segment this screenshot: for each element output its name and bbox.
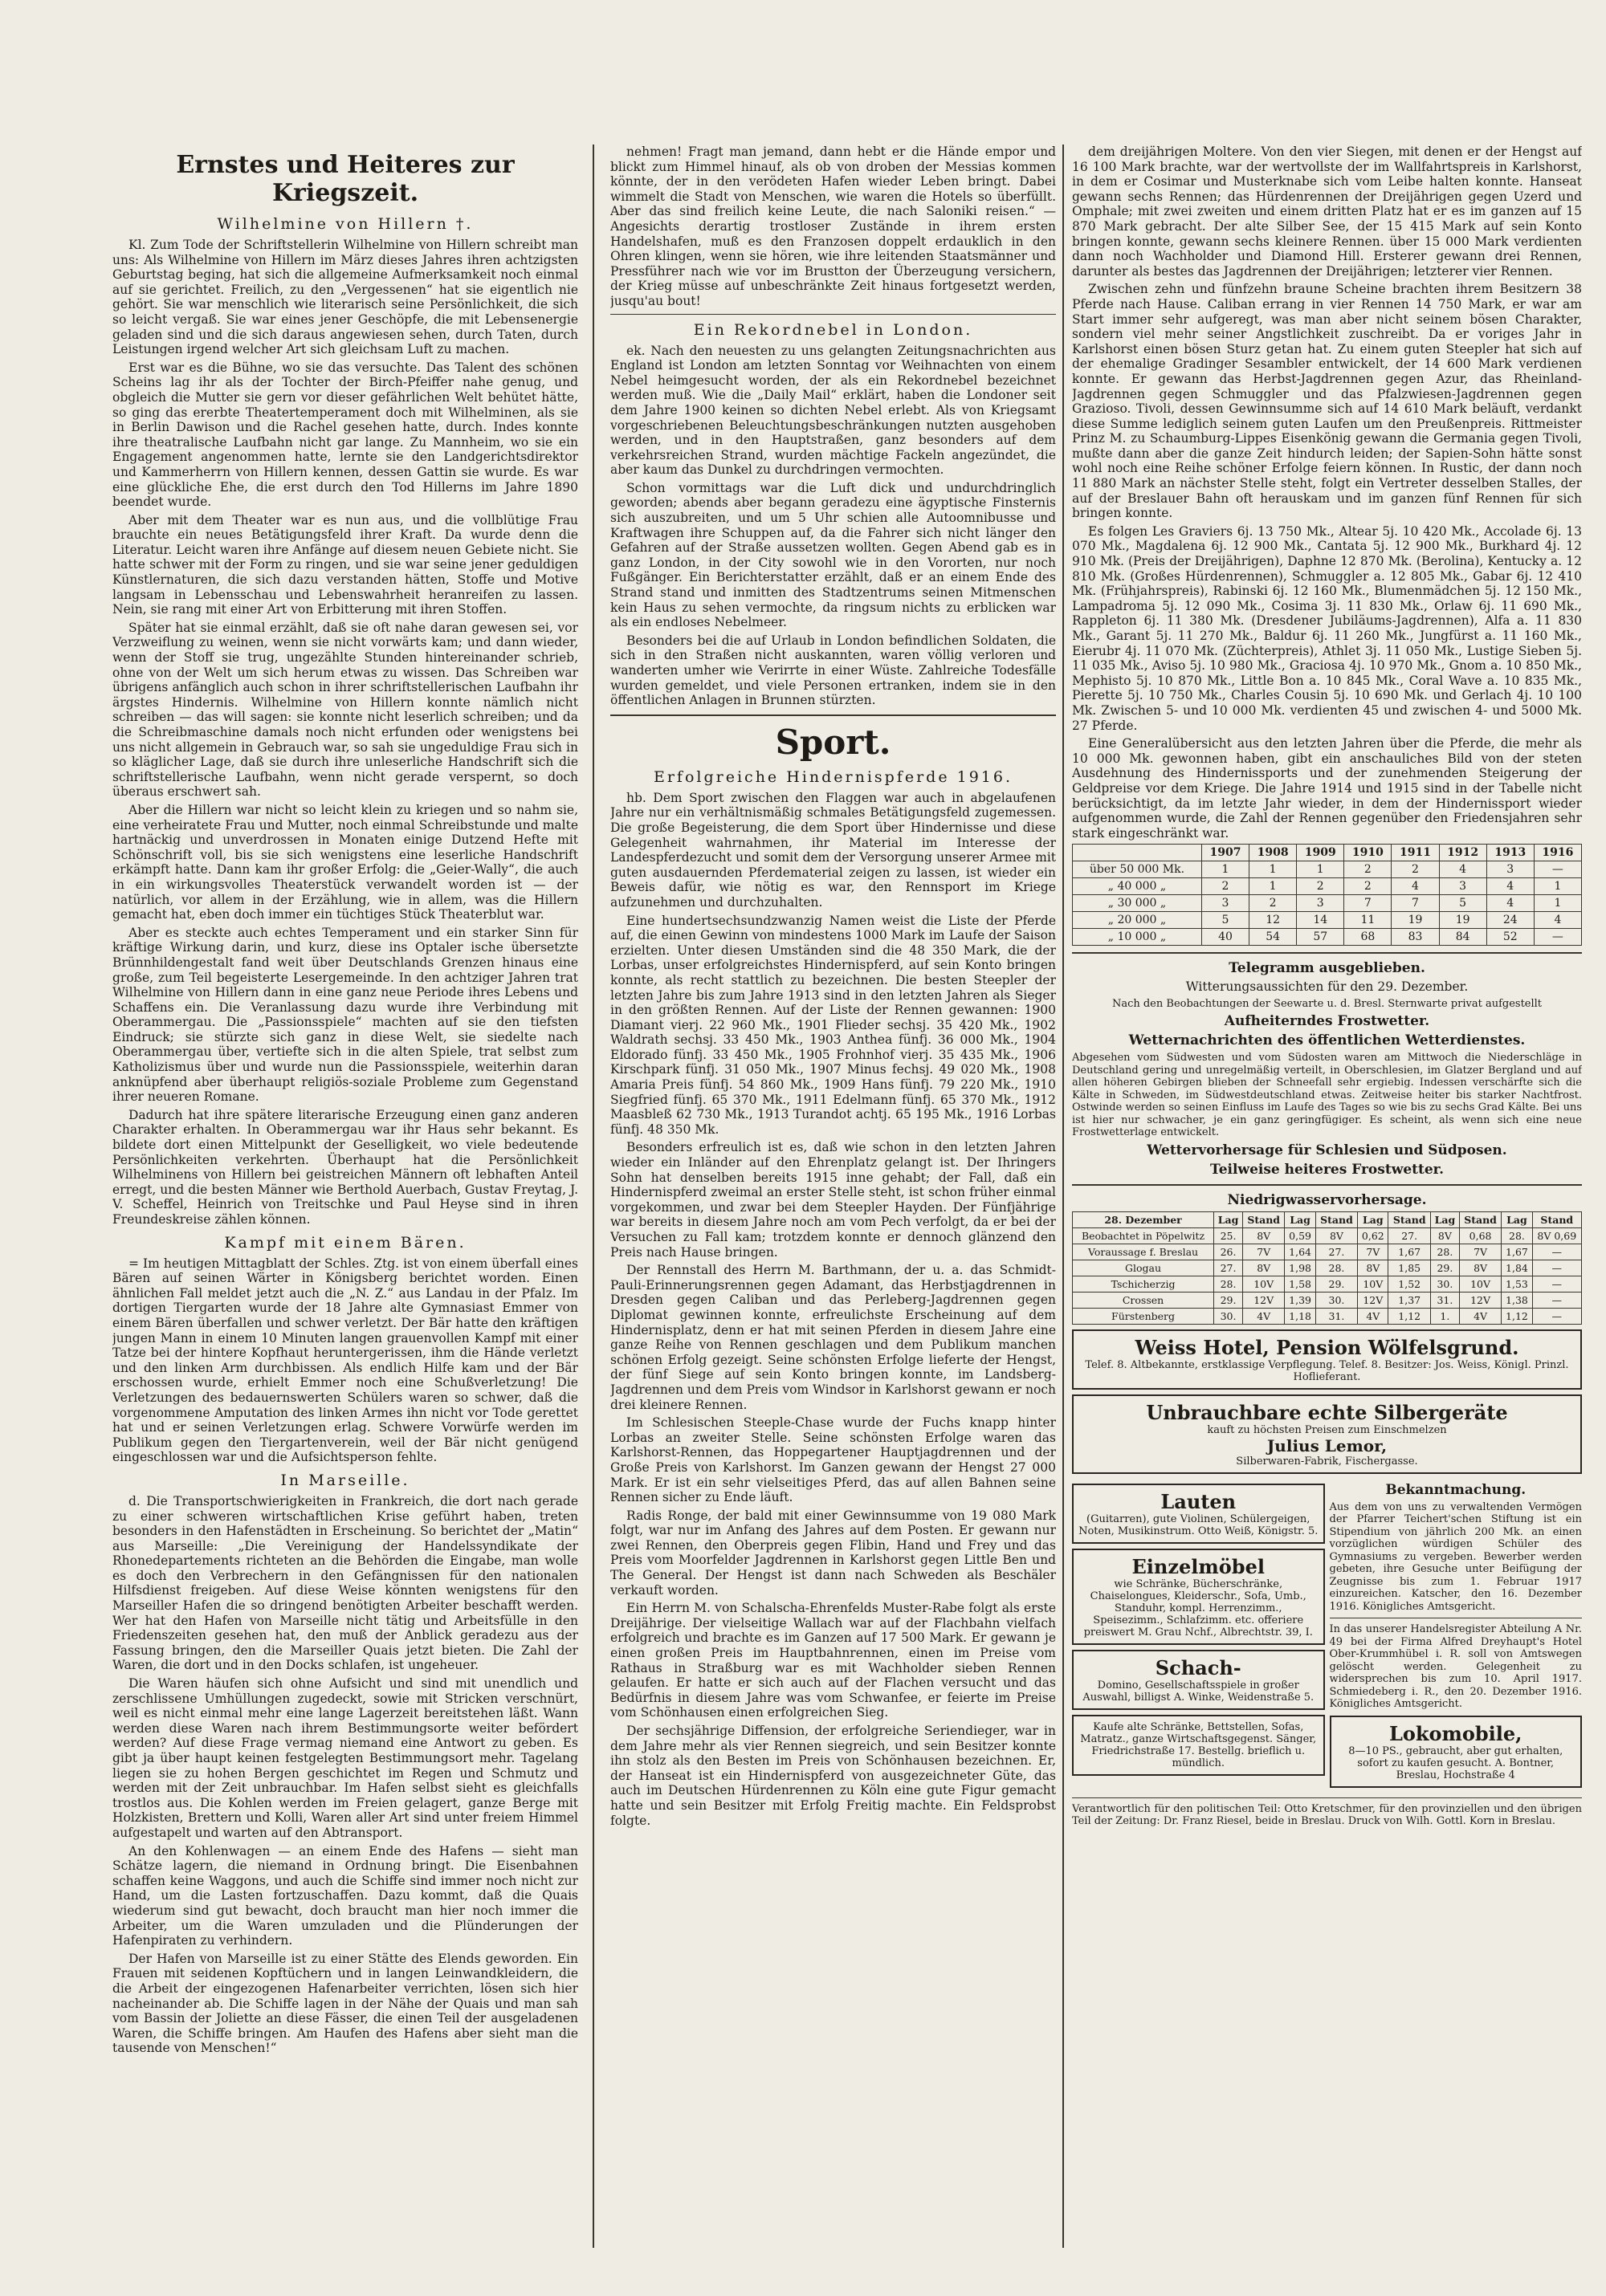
ad-headline: Weiss Hotel, Pension Wölfelsgrund.: [1135, 1335, 1519, 1359]
column-1: [112, 145, 578, 2248]
table-cell: 28.: [1315, 1260, 1357, 1276]
paragraph: Es folgen Les Graviers 6j. 13 750 Mk., Altear 5j. 10 420 Mk., Accolade 6j. 13 070 Mk., Magdalena 6j. 12 900 Mk., Cantata 5j. 12 900 Mk., Burkhard 4j. 12 910 Mk. (Preis der Dreijährigen), Daphne 12 870 Mk. (Berolina), Kentucky a. 12 810 Mk. (Großes Hürdenrennen), Schmuggler a. 12 805 Mk., Gabar 6j. 12 410 Mk. (Frühjahrspreis), Rabinski 6j. 12 160 Mk., Blumenmädchen 5j. 12 150 Mk., Lampadroma 5j. 12 090 Mk., Cosima 3j. 11 830 Mk., Orlaw 6j. 11 690 Mk., Rappleton 6j. 11 380 Mk. (Dresdener Jubiläums-Jagdrennen), Alfa a. 11 830 Mk., Garant 5j. 11 270 Mk., Baldur 6j. 11 260 Mk., Jungfürst a. 11 160 Mk., Eierubr 4j. 11 070 Mk. (Züchterpreis), Athlet 3j. 11 050 Mk., Lustige Sieben 5j. 11 035 Mk., Aviso 5j. 10 980 Mk., Graciosa 4j. 10 970 Mk., Gnom a. 10 850 Mk., Mephisto 5j. 10 870 Mk., Little Bon a. 10 845 Mk., Coral Wave a. 10 835 Mk., Pierette 5j. 10 750 Mk., Charles Cousin 5j. 10 690 Mk. und Gerlach 4j. 10 100 Mk. Zwischen 5- und 10 000 Mk. verdienten 45 und zwischen 4- und 5000 Mk. 27 Pferde.: [1072, 523, 1582, 733]
weather-region-forecast: Teilweise heiteres Frostwetter.: [1210, 1161, 1444, 1178]
table-cell: 40: [1201, 929, 1249, 946]
table-cell: 1,52: [1388, 1276, 1430, 1292]
table-cell: 4: [1486, 878, 1534, 895]
table-cell: 2: [1344, 878, 1392, 895]
paragraph: Aber es steckte auch echtes Temperament und ein starker Sinn für kräftige Wirkung darin, und kurz, diese ins Optaler ische übersetzte Brünnhildengestalt fand weit über Deutschlands Grenzen hinaus eine große, zum Teil begeisterte Lesergemeinde. In den achtziger Jahren trat Wilhelmine von Hillern dann in eine ganz neue Periode ihres Lebens und Schaffens ein. Die Veranlassung dazu wurde ihre Verbindung mit Oberammergau. Die „Passionsspiele“ machten auf sie den tiefsten Eindruck; sie stürzte sich ganz in diese Welt, sie siedelte nach Oberammergau über, vertiefte sich in die alten Spiele, trat selbst zum Katholizismus über und wurde nun die Passionsspiele, weiterhin daran anknüpfend aber überhaupt religiös-soziale Probleme zum Gegenstand ihrer neueren Romane.: [112, 925, 578, 1105]
table-header-cell: Lag: [1358, 1211, 1388, 1227]
table-cell: Beobachtet in Pöpelwitz: [1073, 1227, 1214, 1244]
table-cell: 4V: [1459, 1308, 1501, 1324]
weather-report: Abgesehen vom Südwesten und vom Südosten waren am Mittwoch die Niederschläge in Deutschland gering und unregelmäßig verteilt, in Oberschlesien, im Glatzer Bergland und auf allen höheren Gebirgen blieben der Schneefall sehr ergiebig. Indessen verschärfte sich die Kälte in Schweden, im Südwestdeutschland etwas. Zeitweise heiter bis starker Nachtfrost. Ostwinde werden so seinen Einfluss im Laufe des Tages so wie bis zu sechs Grad Kälte. Bei uns ist hier nur schwacher, je ein ganz geringfügiger. Es scheint, als wenn sich eine neue Frostwetterlage entwickelt.: [1072, 1052, 1582, 1139]
table-cell: 12V: [1459, 1292, 1501, 1308]
advertisement-locomobile: [1330, 1716, 1583, 1788]
table-cell: Glogau: [1073, 1260, 1214, 1276]
column-3: [1072, 145, 1582, 2248]
table-cell: 8V: [1315, 1227, 1357, 1244]
table-cell: Voraussage f. Breslau: [1073, 1244, 1214, 1260]
table-cell: 3: [1439, 878, 1486, 895]
table-header-cell: Stand: [1242, 1211, 1284, 1227]
paragraph: Der Hafen von Marseille ist zu einer Stätte des Elends geworden. Ein Frauen mit seidenen Kopftüchern und in langen Leinwandkleidern, die die Arbeit der eingezogenen Hafenarbeiter verrichten, lösen sich hier nacheinander ab. Die Schiffe lagen in der Nähe der Quais und man sah vom Bassin der Joliette an diese Fässer, die einen Teil der ausgeladenen Waren, die Schiffe bringen. Am Haufen des Hafens aber sieht man die tausende von Menschen!“: [112, 1951, 578, 2056]
table-cell: 1,53: [1502, 1276, 1532, 1292]
table-header-cell: 1911: [1392, 845, 1439, 861]
ad-column-left: [1072, 1479, 1325, 1793]
article-title: In Marseille.: [280, 1471, 410, 1489]
advertisement-lutes: [1072, 1484, 1325, 1544]
table-cell: 10V: [1242, 1276, 1284, 1292]
table-cell: 7: [1344, 895, 1392, 912]
weather-region-title: Wettervorhersage für Schlesien und Südposen.: [1147, 1142, 1507, 1158]
paragraph: Radis Ronge, der bald mit einer Gewinnsumme von 19 080 Mark folgt, war nur im Anfang des Jahres auf dem Posten. Er gewann nur zwei Rennen, den Oberpreis gegen Flibin, Hand und Frey und das Preis vom Moorfelder Jagdrennen in Karlshorst gegen Little Ben und The General. Der Hengst ist dann nach Schweden als Beschäler verkauft worden.: [610, 1508, 1056, 1598]
table-cell: 25.: [1214, 1227, 1243, 1244]
table-cell: 27.: [1214, 1260, 1243, 1276]
section-heading: Ernstes und Heiteres zur Kriegszeit.: [176, 151, 515, 207]
table-cell: 11: [1344, 912, 1392, 929]
ad-text: Kaufe alte Schränke, Bettstellen, Sofas, Matratz., ganze Wirtschaftsgegenst. Sänger, Friedrichstraße 17. Bestellg. brieflich u. mündlich.: [1080, 1720, 1317, 1769]
ad-grid: [1072, 1479, 1582, 1793]
table-header-row: [1073, 845, 1582, 861]
water-forecast-title: Niedrigwasservorhersage.: [1227, 1191, 1427, 1208]
table-cell: 1: [1249, 878, 1297, 895]
telegram-notice: Telegramm ausgeblieben.: [1229, 960, 1425, 977]
paragraph: Besonders erfreulich ist es, daß wie schon in den letzten Jahren wieder ein Inländer auf den Ehrenplatz gelangt ist. Der Ihringers Sohn hat denselben bereits 1915 inne gehabt; der Fall, daß ein Hindernispferd zweimal an erster Stelle steht, ist schon früher einmal vorgekommen, und zwar bei dem Steepler Hayden. Der Fünfjährige war bereits in diesem Jahre noch am vom Pech verfolgt, da er bei der Versuchen zu Fall kam; trotzdem konnte er dennoch glänzend den Preis nach Hause bringen.: [610, 1140, 1056, 1260]
paragraph: Ein Herrn M. von Schalscha-Ehrenfelds Muster-Rabe folgt als erste Dreijährige. Der vielseitige Wallach war auf der Flachbahn vielfach erfolgreich und brachte es im Ganzen auf 17 500 Mark. Er gewann je einen großen Preis im Hauptbahnrennen, einen im Preise vom Rathaus in Straßburg war es mit Wachholder sieben Rennen gelaufen. Er hatte er sich auch auf der Flachen versucht und das Bedürfnis in diesem Jahre was vom Schwanfee, er feierte im Preise vom Schönhausen einen erfolgreichen Sieg.: [610, 1601, 1056, 1720]
table-cell: 2: [1201, 878, 1249, 895]
paragraph: Eine hundertsechsundzwanzig Namen weist die Liste der Pferde auf, die einen Gewinn von mindestens 1000 Mark im Laufe der Saison erzielten. Unter diesen Umständen sind die 48 350 Mark, die der Lorbas, unser erfolgreichstes Hindernispferd, auf sein Konto bringen konnte, als recht stattlich zu bezeichnen. Die besten Steepler der letzten Jahre bis zum Jahre 1913 sind in den letzten Jahren als Sieger in den größten Rennen. Auf der Liste der Rennen gewannen: 1900 Diamant vierj. 22 960 Mk., 1901 Flieder sechsj. 35 420 Mk., 1902 Waldrath sechsj. 33 450 Mk., 1903 Anthea fünfj. 36 000 Mk., 1904 Eldorado fünfj. 33 450 Mk., 1905 Frohnhof vierj. 35 435 Mk., 1906 Kirschpark fünfj. 31 050 Mk., 1907 Minus fechsj. 49 020 Mk., 1908 Amaria Preis fünfj. 54 860 Mk., 1909 Hans fünfj. 79 220 Mk., 1910 Siegfried fünfj. 65 370 Mk., 1911 Edelmann fünfj. 65 370 Mk., 1912 Maasbleß 62 730 Mk., 1913 Turandot achtj. 65 195 Mk., 1916 Lorbas fünfj. 48 350 Mk.: [610, 913, 1056, 1137]
table-cell: 1,37: [1388, 1292, 1430, 1308]
ad-headline: Schach-: [1155, 1655, 1241, 1679]
table-cell: 7V: [1242, 1244, 1284, 1260]
table-cell: „ 30 000 „: [1073, 895, 1202, 912]
table-cell: 84: [1439, 929, 1486, 946]
paragraph: Kl. Zum Tode der Schriftstellerin Wilhelmine von Hillern schreibt man uns: Als Wilhelmine von Hillern im März dieses Jahres ihren achtzigsten Geburtstag beging, hat sich die allgemeine Aufmerksamkeit noch einmal auf sie gerichtet. Freilich, zu den „Vergessenen“ hat sie eigentlich nie gehört. Sie war menschlich wie literarisch seine Persönlichkeit, die sich so leicht vergaß. Sie war eines jener Geschöpfe, die mit Lebensenergie geladen sind und die sich daraus angewiesen sehen, durch Taten, durch Leistungen irgend welcher Art sich gleichsam Luft zu machen.: [112, 238, 578, 357]
table-cell: 30.: [1214, 1308, 1243, 1324]
notice-text: In das unserer Handelsregister Abteilung A Nr. 49 bei der Firma Alfred Dreyhaupt's Hotel Ober-Krummhübel i. R. soll von Amtswegen gelöscht werden. Gelegenheit zu widersprechen bis zum 10. April 1917. Schmiedeberg i. R., den 20. Dezember 1916. Königliches Amtsgericht.: [1329, 1623, 1582, 1711]
table-row: [1073, 1227, 1582, 1244]
weather-forecast: Aufheiterndes Frostwetter.: [1224, 1013, 1430, 1030]
advertisement-furniture: [1072, 1549, 1325, 1645]
weather-note: Nach den Beobachtungen der Seewarte u. d. Bresl. Sternwarte privat aufgestellt: [1111, 997, 1543, 1010]
paragraph: dem dreijährigen Moltere. Von den vier Siegen, mit denen er der Hengst auf 16 100 Mark brachte, war der wertvollste der im Wallfahrtspreis in Karlshorst, in dem er Cosimar und Musterknabe sich vom Leibe halten konnte. Hanseat gewann sechs Rennen; das Hürdenrennen der Dreijährigen gegen Uzerd und Omphale; mit zwei zweiten und einem dritten Platz hat er es im ganzen auf 15 870 Mark gebracht. Der alte Silber See, der 15 415 Mark auf sein Konto bringen konnte, gewann sechs kleinere Rennen. über 15 000 Mark verdienten dann noch Wachholder und Diamond Hill. Ersterer gewann drei Rennen, darunter als bestes das Jagdrennen der Dreijährigen; letzterer vier Rennen.: [1072, 145, 1582, 279]
table-row: [1073, 1276, 1582, 1292]
table-cell: 4: [1439, 861, 1486, 878]
paragraph: Aber die Hillern war nicht so leicht klein zu kriegen und so nahm sie, eine verheiratete Frau und Mutter, noch einmal Schreibstunde und malte hartnäckig und unverdrossen in Monaten einige Dutzend Hefte mit Schönschrift voll, bis sie sich wenigstens eine leserliche Handschrift erkämpft hatte. Dann kam ihr großer Erfolg: die „Geier-Wally“, die auch in ein wirkungsvolles Theaterstück verwandelt worden ist — der natürlich, vor allem in der Erzählung, wie in allem, was die Hillern gemacht hat, eben doch immer ein tüchtiges Stück Theaterblut war.: [112, 802, 578, 922]
paragraph: Schon vormittags war die Luft dick und undurchdringlich geworden; abends aber begann geradezu eine ägyptische Finsternis sich auszubreiten, und um 5 Uhr schien alle Autoomnibusse und Kraftwagen ihre Schuppen auf, da die Fahrer sich nicht länger den Gefahren auf der Straße aussetzen wollten. Gegen Abend gab es in ganz London, in der City sowohl wie in den Vororten, nur noch Fußgänger. Ein Berichterstatter erzählt, daß er an einem Ende des Strand stand und inmitten des Stadtzentrums seinen Mitmenschen kein Haus zu sehen vermochte, da ringsum nichts zu erblicken war als ein endloses Nebelmeer.: [610, 480, 1056, 630]
table-header-cell: 1912: [1439, 845, 1486, 861]
table-cell: über 50 000 Mk.: [1073, 861, 1202, 878]
table-cell: 4V: [1358, 1308, 1388, 1324]
table-cell: 12V: [1242, 1292, 1284, 1308]
table-cell: 5: [1439, 895, 1486, 912]
section-heading: Sport.: [775, 722, 891, 762]
advertisement-chess: [1072, 1650, 1325, 1710]
paragraph: Der sechsjährige Diffension, der erfolgreiche Seriendieger, war in dem Jahre mehr als vier Rennen siegreich, und sein Besitzer konnte ihn stolz als den Besten im Preis von Schönhausen bezeichnen. Er, der Hanseat ist ein Hindernispferd von ausgezeichneter Güte, das auch im Deutschen Hürdenrennen zu Köln eine gute Figur gemacht hatte und sein Besitzer mit Erfolg Freitig machte. Ein Feldsprobst folgte.: [610, 1724, 1056, 1828]
table-cell: 19: [1439, 912, 1486, 929]
paragraph: An den Kohlenwagen — an einem Ende des Hafens — sieht man Schätze lagern, die niemand in Ordnung bringt. Die Eisenbahnen schaffen keine Waggons, und auch die Schiffe sind immer noch nicht zur Hand, um die Lasten fortzuschaffen. Dazu kommt, daß die Quais wiederum sind gut bewacht, doch braucht man hier noch immer die Arbeiter, um die Waren umzuladen und die Plünderungen der Hafenpiraten zu verhindern.: [112, 1843, 578, 1948]
column-rule: [1062, 145, 1064, 2248]
paragraph: nehmen! Fragt man jemand, dann hebt er die Hände empor und blickt zum Himmel hinauf, als ob von droben der Messias kommen könnte, der in den verödeten Hafen wieder Leben bringt. Dabei wimmelt die Stadt von Menschen, wie waren die Hotels so überfüllt. Aber das sind freilich keine Leute, die nach Saloniki reisen.“ — Angesichts derartig trostloser Zustände in ihrem ersten Handelshafen, muß es den Franzosen doppelt erdauklich in den Ohren klingen, wenn sie hören, wie ihre leitenden Staatsmänner und Pressführer nach wie vor im Brustton der Überzeugung versichern, der Krieg müsse auf unbeschränkte Zeit hinaus fortgesetzt werden, jusqu'au bout!: [610, 145, 1056, 308]
table-cell: 29.: [1214, 1292, 1243, 1308]
ad-address: Silberwaren-Fabrik, Fischergasse.: [1236, 1455, 1418, 1468]
table-cell: 28.: [1502, 1227, 1532, 1244]
table-row: [1073, 1308, 1582, 1324]
table-cell: „ 20 000 „: [1073, 912, 1202, 929]
article-title: Kampf mit einem Bären.: [224, 1233, 467, 1252]
table-cell: 1: [1297, 861, 1344, 878]
table-cell: —: [1532, 1292, 1581, 1308]
table-cell: 8V 0,69: [1532, 1227, 1581, 1244]
divider: [610, 714, 1056, 716]
table-header-cell: 1908: [1249, 845, 1297, 861]
table-header-cell: Lag: [1214, 1211, 1243, 1227]
divider: [1072, 1797, 1582, 1798]
winnings-table: [1072, 844, 1582, 946]
table-cell: Fürstenberg: [1073, 1308, 1214, 1324]
table-row: [1073, 929, 1582, 946]
table-cell: 12V: [1358, 1292, 1388, 1308]
column-2: [610, 145, 1056, 2248]
table-cell: 8V: [1242, 1260, 1284, 1276]
table-header-cell: 1907: [1201, 845, 1249, 861]
table-header-cell: 1909: [1297, 845, 1344, 861]
table-cell: 14: [1297, 912, 1344, 929]
table-row: [1073, 861, 1582, 878]
water-level-table: [1072, 1211, 1582, 1325]
table-cell: 1.: [1430, 1308, 1459, 1324]
table-cell: 2: [1297, 878, 1344, 895]
table-cell: 8V: [1242, 1227, 1284, 1244]
table-cell: 52: [1486, 929, 1534, 946]
paragraph: Aber mit dem Theater war es nun aus, und die vollblütige Frau brauchte ein neues Betätigungsfeld ihrer Kraft. Da wurde denn die Literatur. Leicht waren ihre Anfänge auf diesem neuen Gebiete nicht. Sie hatte schwer mit der Form zu ringen, und sie war seine jener geduldigen Künstlernaturen, die sich dazu verstanden hätten, Stoffe und Motive langsam in Lebensschau und Lebenswahrheit heranreifen zu lassen. Nein, sie rang mit einer Art von Erbitterung mit ihren Stoffen.: [112, 512, 578, 617]
table-cell: 57: [1297, 929, 1344, 946]
table-cell: 1,85: [1388, 1260, 1430, 1276]
table-body: [1073, 1227, 1582, 1324]
paragraph: Erst war es die Bühne, wo sie das versuchte. Das Talent des schönen Scheins lag ihr als der Tochter der Birch-Pfeiffer nahe genug, und obgleich die Mutter sie gern vor dieser gefährlichen Welt behütet hätte, so ging das ererbte Theatertemperament doch mit Wilhelminen, als sie in Berlin Dawison und die Rachel gesehen hatte, durch. Indes konnte ihre theatralische Laufbahn nicht gar lange. Zu Mannheim, wo sie ein Engagement angenommen hatte, lernte sie den Landgerichtsdirektor und Kammerherrn von Hillern kennen, dessen Gattin sie wurde. Es war eine glückliche Ehe, die erst durch den Tod Hillerns im Jahre 1890 beendet wurde.: [112, 360, 578, 510]
divider: [1072, 952, 1582, 954]
table-cell: 2: [1249, 895, 1297, 912]
table-cell: 3: [1486, 861, 1534, 878]
divider: [1072, 1184, 1582, 1186]
table-cell: 0,68: [1459, 1227, 1501, 1244]
ad-text: Domino, Gesellschaftsspiele in großer Auswahl, billigst A. Winke, Weidenstraße 5.: [1082, 1679, 1315, 1704]
table-cell: 1,38: [1502, 1292, 1532, 1308]
table-cell: 8V: [1430, 1227, 1459, 1244]
table-cell: 26.: [1214, 1244, 1243, 1260]
table-body: [1073, 861, 1582, 946]
table-cell: 7V: [1459, 1244, 1501, 1260]
table-header-cell: Lag: [1430, 1211, 1459, 1227]
table-row: [1073, 912, 1582, 929]
table-cell: 1,67: [1388, 1244, 1430, 1260]
table-cell: 4V: [1242, 1308, 1284, 1324]
table-cell: 10V: [1358, 1276, 1388, 1292]
table-cell: Tschicherzig: [1073, 1276, 1214, 1292]
table-cell: 7: [1392, 895, 1439, 912]
paragraph: Dadurch hat ihre spätere literarische Erzeugung einen ganz anderen Charakter erhalten. In Oberammergau war ihr Haus sehr bekannt. Es bildete dort einen Mittelpunkt der Geselligkeit, wo viele bedeutende Persönlichkeiten verkehrten. Überhaupt hat die Persönlichkeit Wilhelminens von Hillern bei geistreichen Männern oft lebhaften Anteil erregt, und die besten Männer wie Berthold Auerbach, Gustav Freytag, J. V. Scheffel, Heinrich von Treitschke und Paul Heyse sind in ihren Freundeskreise zählen können.: [112, 1107, 578, 1227]
paragraph: d. Die Transportschwierigkeiten in Frankreich, die dort nach gerade zu einer schweren wirtschaftlichen Krise geführt haben, treten besonders in den Hafenstädten in Erscheinung. So berichtet der „Matin“ aus Marseille: „Die Vereinigung der Handelssyndikate der Rhonedepartements richteten an die Behörden die Eingabe, man wolle es doch den Verbrechern in den Gefängnissen für den nationalen Hilfsdienst freigeben. Auf diese Weise könnten wenigstens für den Marseiller Hafen die so dringend benötigten Arbeiter beschafft werden. Wer hat den Hafen von Marseille nicht tätig und Arbeitsfülle in den Friedenszeiten gesehen hat, den muß der Anblick geradezu aus der Fassung bringen, den die Marseiller Quais jetzt bieten. Die Zahl der Waren, die dort und in den Docks schlafen, ist ungeheuer.: [112, 1493, 578, 1673]
table-cell: 4: [1486, 895, 1534, 912]
table-cell: 1: [1249, 861, 1297, 878]
table-cell: 31.: [1315, 1308, 1357, 1324]
table-cell: 1,12: [1388, 1308, 1430, 1324]
table-cell: —: [1532, 1308, 1581, 1324]
table-cell: 4: [1534, 912, 1581, 929]
table-cell: —: [1534, 929, 1581, 946]
table-row: [1073, 1244, 1582, 1260]
table-cell: Crossen: [1073, 1292, 1214, 1308]
table-cell: 8V: [1358, 1260, 1388, 1276]
paragraph: Im Schlesischen Steeple-Chase wurde der Fuchs knapp hinter Lorbas an zweiter Stelle. Seine schönsten Erfolge waren das Karlshorst-Rennen, das Hoppegartener Hauptjagdrennen und der Große Preis von Karlshorst. Im Ganzen gewann der Hengst 27 000 Mark. Er ist ein sehr vielseitiges Pferd, das auf allen Bahnen seine Rennen sicher zu Ende läuft.: [610, 1415, 1056, 1505]
table-cell: 5: [1201, 912, 1249, 929]
table-cell: 54: [1249, 929, 1297, 946]
table-cell: 29.: [1430, 1260, 1459, 1276]
table-cell: 0,62: [1358, 1227, 1388, 1244]
table-cell: 1,39: [1285, 1292, 1315, 1308]
table-header-row: [1073, 1211, 1582, 1227]
table-cell: —: [1532, 1244, 1581, 1260]
table-cell: 10V: [1459, 1276, 1501, 1292]
paragraph: Die Waren häufen sich ohne Aufsicht und sind mit unendlich und zerschlissene Umhüllungen zugedeckt, sowie mit Stricken verschnürt, weil es nicht einmal mehr eine lange Lagerzeit bereitstehen läßt. Wann werden diese Waren nach ihrem Bestimmungsorte weiter befördert werden? Auf diese Frage vermag niemand eine Antwort zu geben. Es gibt ja über haupt keinen festgelegten Bestimmungsort mehr. Tagelang liegen sie zu hohen Bergen geschichtet im Regen und Schmutz und werden mit der Zeit unbrauchbar. Im Hafen selbst sieht es gleichfalls trostlos aus. Die Kohlen werden im Freien gelagert, ganze Berge mit Holzkisten, Brettern und Kolli, Waren aller Art sind unter freiem Himmel aufgestapelt und warten auf den Abtransport.: [112, 1676, 578, 1840]
table-cell: 68: [1344, 929, 1392, 946]
paragraph: Besonders bei die auf Urlaub in London befindlichen Soldaten, die sich in den Straßen nicht auskannten, waren völlig verloren und wanderten umher wie Verirrte in einer Wüste. Zahlreiche Todesfälle wurden gemeldet, und viele Personen ertranken, indem sie in den öffentlichen Anlagen in Brunnen stürzten.: [610, 633, 1056, 708]
table-row: [1073, 1260, 1582, 1276]
table-cell: —: [1532, 1260, 1581, 1276]
ad-text: wie Schränke, Bücherschränke, Chaiselongues, Kleiderschr., Sofa, Umb., Standuhr, kompl. Herrenzimm., Speisezimm., Schlafzimm. etc. offeriere preiswert M. Grau Nchf., Albrechtstr. 39, I.: [1083, 1577, 1313, 1639]
paragraph: hb. Dem Sport zwischen den Flaggen war auch in abgelaufenen Jahre nur ein verhältnismäßig schmales Betätigungsfeld zugemessen. Die große Begeisterung, die dem Sport über Hindernisse und diese Gelegenheit wahrnahmen, ihr Material im Interesse der Landespferdezucht und somit dem der Versorgung unserer Armee mit guten ausdauernden Pferdematerial zeigen zu lassen, ist wieder ein Beweis dafür, wie nötig es war, den Rennsport im Kriege aufzunehmen und durchzuhalten.: [610, 790, 1056, 910]
ad-headline: Einzelmöbel: [1131, 1554, 1265, 1578]
article-title: Wilhelmine von Hillern †.: [217, 215, 474, 233]
table-cell: 3: [1297, 895, 1344, 912]
advertisement-buying: [1072, 1715, 1325, 1776]
table-cell: 31.: [1430, 1292, 1459, 1308]
table-cell: 12: [1249, 912, 1297, 929]
table-cell: 7V: [1358, 1244, 1388, 1260]
table-cell: 2: [1344, 861, 1392, 878]
paragraph: Eine Generalübersicht aus den letzten Jahren über die Pferde, die mehr als 10 000 Mk. gewonnen haben, gibt ein anschauliches Bild von der steten Ausdehnung des Hindernissports und der zunehmenden Steigerung der Geldpreise vor dem Kriege. Die Jahre 1914 und 1915 sind in der Tabelle nicht berücksichtigt, da im letzte Jahr wieder, in dem der Hindernissport wieder aufgenommen wurde, die Zahl der Rennen gegenüber den Friedensjahren sehr stark eingeschränkt war.: [1072, 736, 1582, 841]
table-cell: 1: [1534, 895, 1581, 912]
table-header-cell: Stand: [1315, 1211, 1357, 1227]
table-cell: 28.: [1214, 1276, 1243, 1292]
table-cell: 8V: [1459, 1260, 1501, 1276]
weather-heading: Witterungsaussichten für den 29. Dezember.: [1185, 979, 1469, 995]
table-cell: 27.: [1315, 1244, 1357, 1260]
table-cell: 1,67: [1502, 1244, 1532, 1260]
table-header-cell: 28. Dezember: [1073, 1211, 1214, 1227]
advertisement-silver: [1072, 1394, 1582, 1474]
table-cell: „ 40 000 „: [1073, 878, 1202, 895]
ad-headline: Lauten: [1160, 1489, 1237, 1513]
table-cell: 1,64: [1285, 1244, 1315, 1260]
weather-news-title: Wetternachrichten des öffentlichen Wetterdienstes.: [1128, 1032, 1526, 1049]
column-rule: [593, 145, 594, 2248]
table-header-cell: Stand: [1459, 1211, 1501, 1227]
table-cell: 1,98: [1285, 1260, 1315, 1276]
paragraph: Der Rennstall des Herrn M. Barthmann, der u. a. das Schmidt-Pauli-Erinnerungsrennen gegen Adamant, das Herbstjagdrennen in Dresden gegen Caliban und das Perleberg-Jagdrennen gegen Diplomat gewinnen konnte, erfreulichste Erscheinung auf dem Hindernisplatz, denn er hat mit seinen Pferden in diesem Jahre eine ganze Reihe von Rennen geschlagen und dem Publikum manchen schönen Erfolg gezeigt. Seine schönsten Erfolge lieferte der Hengst, der fünf Siege auf sein Konto bringen konnte, im Landsberg-Jagdrennen und dem Preis vom Windsor in Karlshorst gewann er noch drei kleinere Rennen.: [610, 1263, 1056, 1412]
ad-text: (Guitarren), gute Violinen, Schülergeigen, Noten, Musikinstrum. Otto Weiß, Königstr. 5.: [1078, 1512, 1319, 1537]
ad-headline: Unbrauchbare echte Silbergeräte: [1146, 1400, 1508, 1424]
table-row: [1073, 878, 1582, 895]
table-header-cell: Stand: [1532, 1211, 1581, 1227]
table-header-cell: 1913: [1486, 845, 1534, 861]
paragraph: = Im heutigen Mittagblatt der Schles. Ztg. ist von einem überfall eines Bären auf seinen Wärter in Königsberg berichtet worden. Einen ähnlichen Fall meldet jetzt auch die „N. Z.“ aus Landau in der Pfalz. Im dortigen Tiergarten wurde der 18 Jahre alte Gymnasiast Emmer von einem Bären überfallen und schwer verletzt. Der Bär hatte den kräftigen jungen Mann in einem 10 Minuten langen grauenvollen Kampf mit einer Tatze bei der hintere Kopfhaut heruntergerissen, ihm die Hände verletzt und den linken Arm durchbissen. Als endlich Hilfe kam und der Bär erschossen wurde, erhielt Emmer noch eine Schußverletzung! Die Verletzungen des bedauernswerten Schülers waren so schwer, daß die vorgenommene Amputation des linken Armes ihn nicht vor Tode gerettet hat und er seinen Verletzungen erlag. Schwere Vorwürfe werden im Publikum gegen den Tiergartenverein, weil der Bär nicht genügend eingeschlossen war und die Aufsichtsperson fehlte.: [112, 1256, 578, 1465]
table-cell: 29.: [1315, 1276, 1357, 1292]
table-header-cell: Stand: [1388, 1211, 1430, 1227]
table-cell: 24: [1486, 912, 1534, 929]
table-cell: 1,84: [1502, 1260, 1532, 1276]
table-cell: 28.: [1430, 1244, 1459, 1260]
table-header-cell: Lag: [1502, 1211, 1532, 1227]
table-cell: 30.: [1315, 1292, 1357, 1308]
ad-headline: Lokomobile,: [1388, 1721, 1522, 1745]
article-title: Ein Rekordnebel in London.: [693, 320, 973, 339]
table-cell: 1: [1534, 878, 1581, 895]
advertisement-hotel: [1072, 1329, 1582, 1390]
imprint: Verantwortlich für den politischen Teil: Otto Kretschmer, für den provinziellen und den übrigen Teil der Zeitung: Dr. Franz Riesel, beide in Breslau. Druck von Wilh. Gottl. Korn in Breslau.: [1072, 1802, 1582, 1828]
ad-text: kauft zu höchsten Preisen zum Einschmelzen: [1207, 1423, 1447, 1436]
table-cell: 1,12: [1502, 1308, 1532, 1324]
table-cell: 1: [1201, 861, 1249, 878]
table-cell: 0,59: [1285, 1227, 1315, 1244]
paragraph: ek. Nach den neuesten zu uns gelangten Zeitungsnachrichten aus England ist London am letzten Sonntag vor Weihnachten von einem Nebel heimgesucht worden, der als ein Rekordnebel bezeichnet werden muß. Wie die „Daily Mail“ erklärt, haben die Londoner seit dem Jahre 1900 keinen so dichten Nebel erlebt. Als von Kriegsamt vorgeschriebenen Beleuchtungsbeschränkungen nutzten ausgehoben werden, und in den Hauptstraßen, ganz besonders auf dem verkehrsreichen Strand, wurden mächtige Fackeln angezündet, die aber kaum das Dunkel zu durchdringen vermochten.: [610, 343, 1056, 478]
notice-title: Bekanntmachung.: [1385, 1481, 1527, 1498]
table-header-cell: Lag: [1285, 1211, 1315, 1227]
table-cell: —: [1532, 1276, 1581, 1292]
divider: [610, 314, 1056, 315]
paragraph: Später hat sie einmal erzählt, daß sie oft nahe daran gewesen sei, vor Verzweiflung zu weinen, wenn sie nicht vorwärts kam; und dann wieder, wenn der Stoff sie trug, ungezählte Stunden hintereinander schrieb, ohne von der Welt um sich herum etwas zu wissen. Das Schreiben war übrigens anfänglich auch schon in ihrer schriftstellerischen Laufbahn ihr ärgstes Hindernis. Wilhelmine von Hillern konnte nämlich nicht schreiben — das will sagen: sie konnte nicht leserlich schreiben; und da die Schreibmaschine damals noch nicht erfunden oder wenigstens bei uns nicht allgemein in Gebrauch war, so sah sie ungeduldige Frau sich in so kläglicher Lage, daß sie durch ihre unleserliche Handschrift sich die schriftstellerische Laufbahn, wenn nicht gerade verspernt, so doch überaus erschwert sah.: [112, 620, 578, 800]
ad-company: Julius Lemor,: [1266, 1435, 1388, 1455]
table-cell: 1,18: [1285, 1308, 1315, 1324]
table-cell: „ 10 000 „: [1073, 929, 1202, 946]
table-row: [1073, 895, 1582, 912]
table-cell: 27.: [1388, 1227, 1430, 1244]
table-cell: 3: [1201, 895, 1249, 912]
table-row: [1073, 1292, 1582, 1308]
table-cell: 2: [1392, 861, 1439, 878]
paragraph: Zwischen zehn und fünfzehn braune Scheine brachten ihrem Besitzern 38 Pferde nach Hause. Caliban errang in vier Rennen 14 750 Mark, er war am Start immer sehr aufgeregt, was man aber nicht seinem bösen Charakter, sondern viel mehr seiner Angstlichkeit zuschreibt. Da er voriges Jahr in Karlshorst einen bösen Sturz getan hat. Zu einem guten Steepler hat sich auf der ehemalige Gradinger Sesambler entwickelt, der 14 600 Mark verdienen konnte. Er gewann das Herbst-Jagdrennen gegen Azur, das Rheinland-Jagdrennen gegen Schmuggler und das Pfalzwiesen-Jagdrennen gegen Grazioso. Tivoli, dessen Gewinnsumme sich auf 14 610 Mark beläuft, verdankt diese Summe lediglich seinem guten Laufen um den Preußenpreis. Rittmeister Prinz M. zu Schaumburg-Lippes Eisenkönig gewann die Germania gegen Tivoli, mußte dann aber die ganze Zeit hindurch leiden; der Sapien-Sohn hätte sonst wohl noch eine Reihe schöner Erfolge feiern können. In Rustic, der dann noch 11 880 Mark an nächster Stelle steht, folgt ein Vertreter desselben Stalles, der auf der Breslauer Bahn oft herauskam und im ganzen fünf Rennen für sich bringen konnte.: [1072, 282, 1582, 521]
table-cell: 1,58: [1285, 1276, 1315, 1292]
ad-column-right: [1330, 1479, 1583, 1793]
table-cell: 83: [1392, 929, 1439, 946]
notice-text: Aus dem von uns zu verwaltenden Vermögen der Pfarrer Teichert'schen Stiftung ist ein Stipendium von jährlich 200 Mk. an einen vorzüglichen würdigen Schüler des Gymnasiums zu vergeben. Bewerber werden gebeten, ihre Gesuche unter Beifügung der Zeugnisse bis zum 1. Februar 1917 einzureichen. Katscher, den 16. Dezember 1916. Königliches Amtsgericht.: [1329, 1500, 1582, 1613]
ad-text: Telef. 8. Altbekannte, erstklassige Verpflegung. Telef. 8. Besitzer: Jos. Weiss, Königl. Prinzl. Hoflieferant.: [1085, 1358, 1569, 1383]
table-cell: 4: [1392, 878, 1439, 895]
table-header-cell: 1916: [1534, 845, 1581, 861]
table-cell: 30.: [1430, 1276, 1459, 1292]
ad-text: 8—10 PS., gebraucht, aber gut erhalten, sofort zu kaufen gesucht. A. Bontner, Breslau, Hochstraße 4: [1348, 1744, 1563, 1781]
article-title: Erfolgreiche Hindernispferde 1916.: [653, 767, 1013, 786]
table-header-cell: 1910: [1344, 845, 1392, 861]
table-cell: —: [1534, 861, 1581, 878]
table-cell: 19: [1392, 912, 1439, 929]
table-header-cell: [1073, 845, 1202, 861]
